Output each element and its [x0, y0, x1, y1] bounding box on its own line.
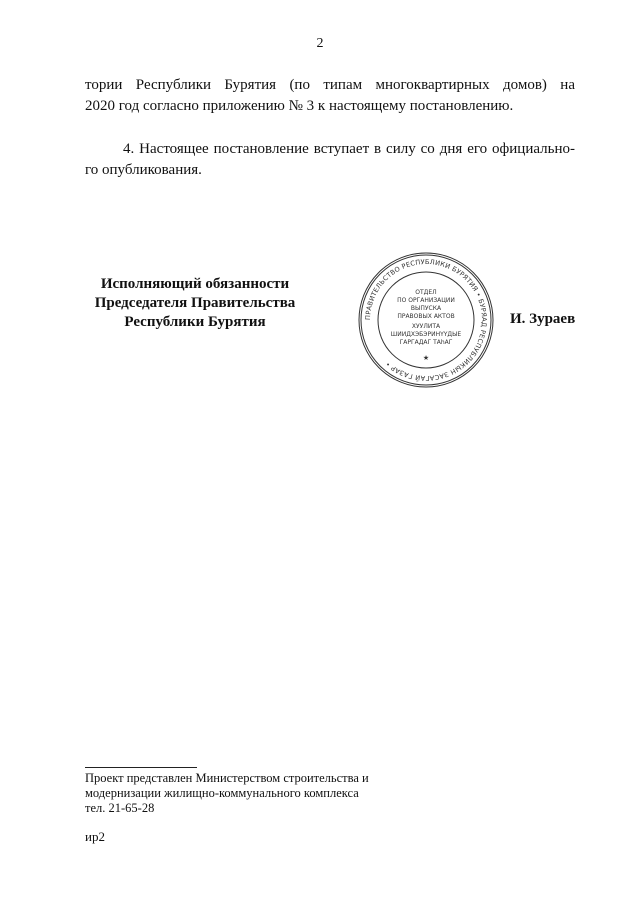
paragraph-line: 2020 год согласно приложению № 3 к настоящему постановлению. — [85, 98, 514, 114]
footnote-line: модернизации жилищно-коммунального комплекса — [85, 786, 359, 800]
seal-star-icon: ★ — [422, 354, 430, 362]
seal-ring-text: ПРАВИТЕЛЬСТВО РЕСПУБЛИКИ БУРЯТИЯ • БУРЯАД РЕСПУБЛИКЫН ЗАСАГАЙ ГАЗАР • — [363, 257, 489, 383]
official-seal — [356, 250, 496, 390]
seal-text: ПО ОРГАНИЗАЦИИ — [397, 297, 455, 304]
signatory-title-line: Республики Бурятия — [124, 314, 266, 330]
footnote-line: тел. 21-65-28 — [85, 801, 155, 815]
footnote — [85, 771, 369, 816]
signatory-name: И. Зураев — [510, 311, 576, 327]
paragraph-line: 4. Настоящее постановление вступает в силу со дня его официально- — [123, 141, 575, 157]
seal-text: ВЫПУСКА — [410, 305, 442, 312]
footnote-line: Проект представлен Министерством строительства и — [85, 771, 369, 785]
paragraph-continuation — [85, 75, 575, 117]
seal-text: ОТДЕЛ — [415, 289, 437, 296]
seal-text: ГАРГАДАГ ТАһАГ — [399, 339, 453, 346]
footnote-divider — [85, 767, 197, 768]
seal-text: ШИИДХЭБЭРИНҮҮДЫЕ — [390, 331, 462, 338]
paragraph-effective-date — [85, 139, 575, 181]
paragraph-line: го опубликования. — [85, 162, 202, 178]
seal-text: ПРАВОВЫХ АКТОВ — [397, 313, 455, 320]
paragraph-line: тории Республики Бурятия (по типам многоквартирных домов) на — [85, 77, 575, 93]
page-number: 2 — [316, 36, 324, 51]
document-code: ир2 — [85, 829, 105, 844]
seal-text: ХУУЛИТА — [411, 323, 441, 330]
signatory-title-line: Председателя Правительства — [94, 295, 296, 311]
svg-text:ПРАВИТЕЛЬСТВО РЕСПУБЛИКИ БУРЯТ — [364, 258, 488, 383]
signatory-title — [60, 275, 330, 332]
signatory-title-line: Исполняющий обязанности — [100, 276, 290, 292]
